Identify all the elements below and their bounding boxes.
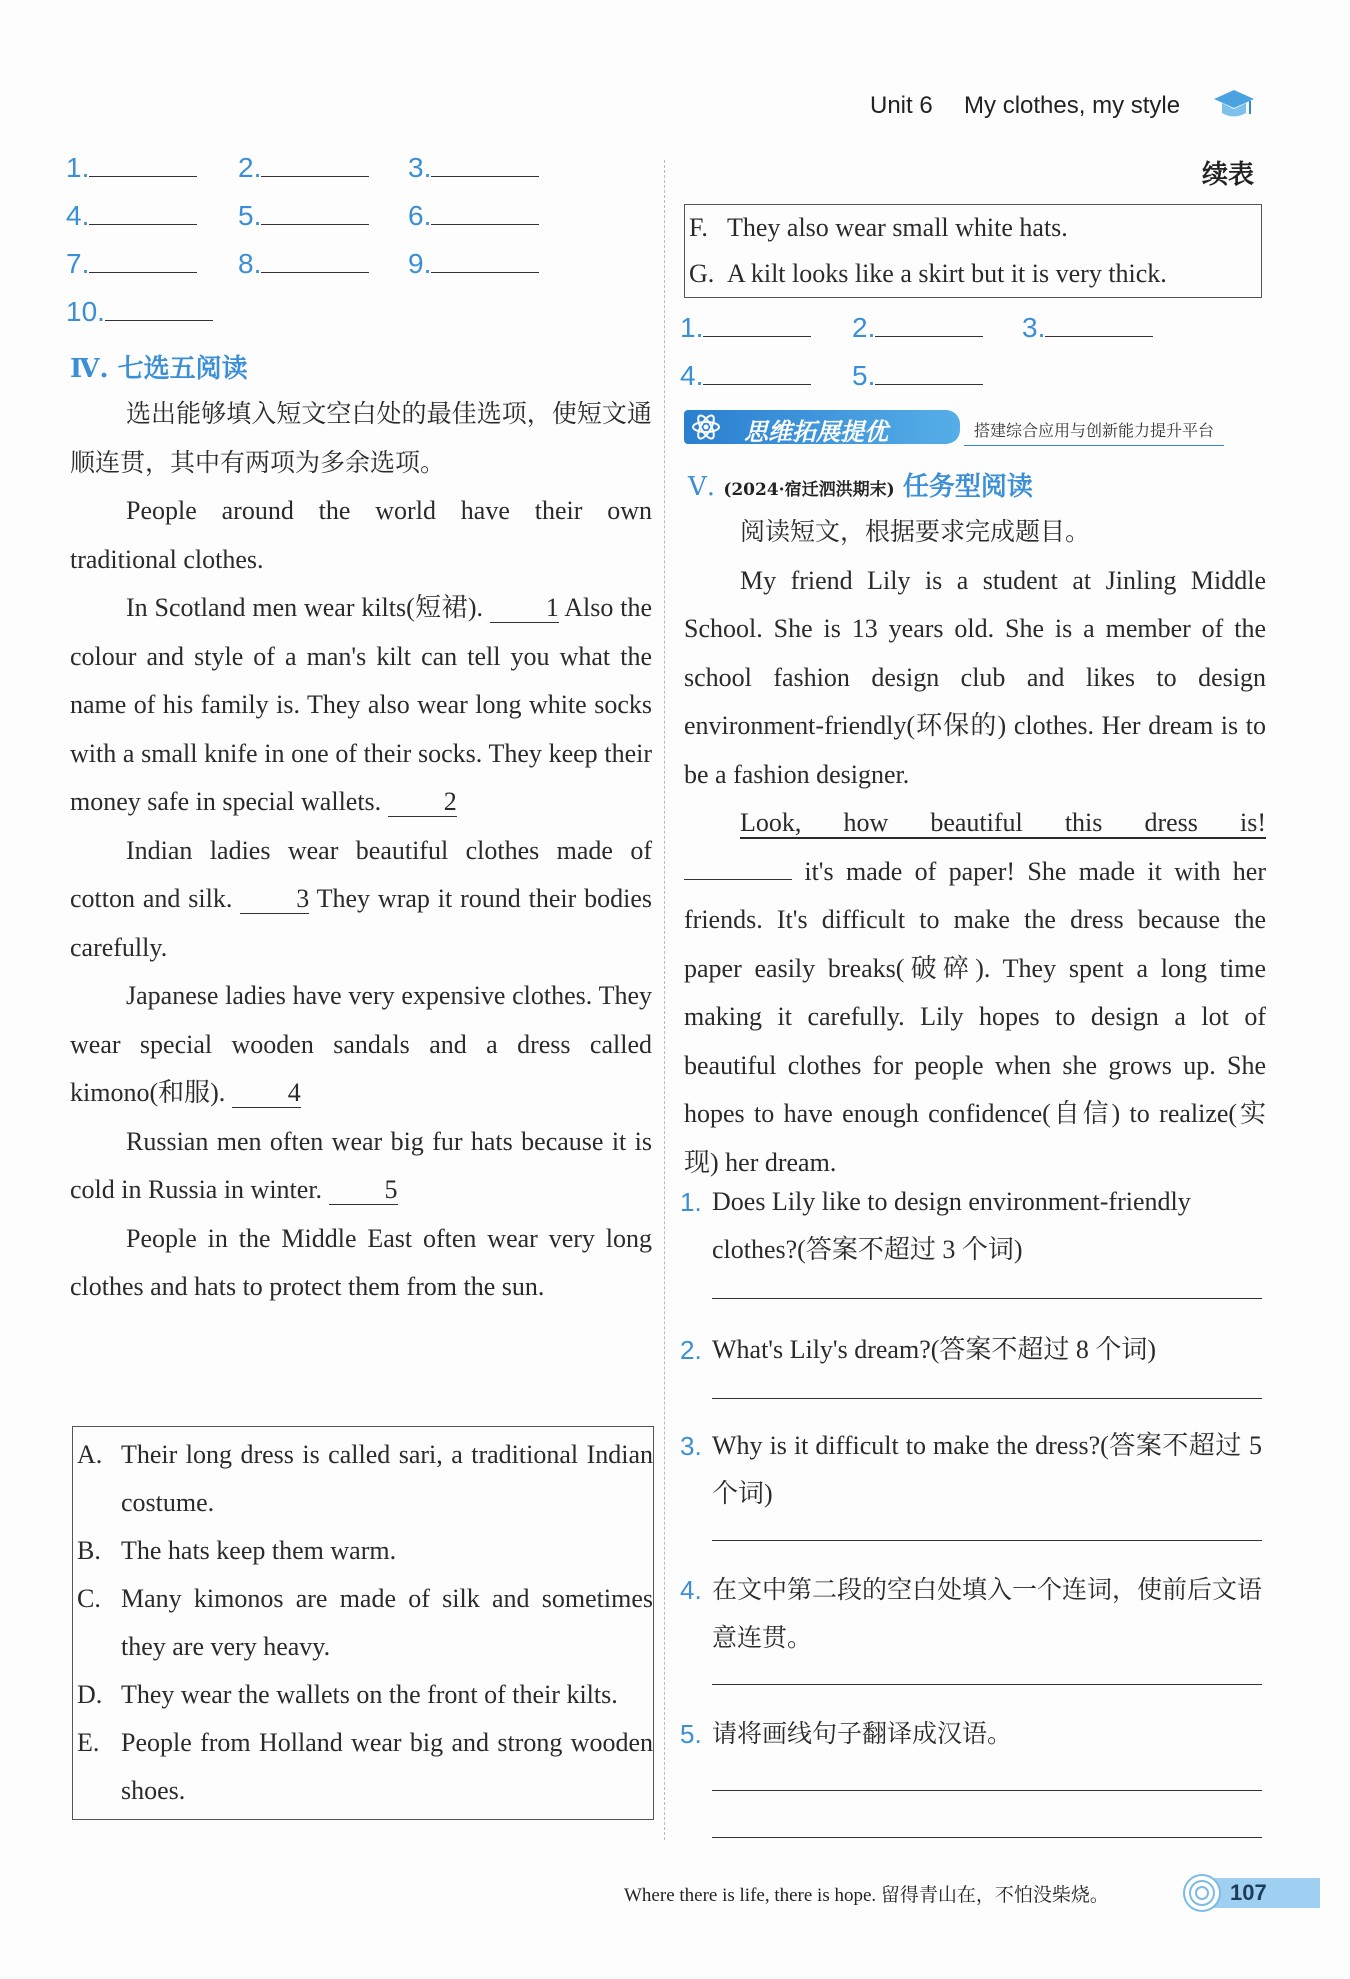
answer-blank[interactable] — [105, 320, 213, 321]
paragraph — [684, 799, 1266, 1187]
answer-label: 4. — [680, 360, 704, 391]
paragraph: People around the world have their own traditional clothes. — [70, 496, 652, 574]
answer-blank[interactable] — [89, 176, 197, 177]
section-4-title: 七选五阅读 — [117, 353, 248, 383]
paragraph — [70, 1118, 652, 1215]
sentence: They wrap it round their bodies carefully. — [70, 884, 653, 962]
section-4-body — [70, 390, 652, 1312]
answer-label: 3. — [408, 152, 432, 183]
continued-label: 续表 — [1202, 159, 1255, 189]
option-b: B. The hats keep them warm. — [77, 1536, 397, 1565]
banner-subtitle: 搭建综合应用与创新能力提升平台 — [974, 423, 1215, 440]
options-box-left — [72, 1426, 654, 1820]
question-1: 1. Does Lily like to design environment-friendly clothes?(答案不超过 3 个词) — [680, 1178, 1262, 1326]
spiral-icon — [1180, 1872, 1224, 1914]
paragraph: My friend Lily is a student at Jinling Middle School. She is 13 years old. She is a member of the school fashion design club and likes to design environment-friendly(环保的) clothes. Her dream is to be a fashion designer. — [684, 565, 1266, 789]
answer-line[interactable] — [712, 1684, 1262, 1685]
paragraph — [70, 972, 652, 1118]
underlined-sentence: Look, how beautiful this dress is! — [740, 808, 1266, 837]
section-5-body — [684, 508, 1266, 1187]
answer-label: 7. — [66, 248, 90, 279]
question-3: 3. Why is it difficult to make the dress?(答案不超过 5 个词) — [680, 1422, 1262, 1566]
banner-title: 思维拓展提优 — [744, 419, 888, 446]
section-5-heading — [688, 466, 1033, 503]
unit-title: My clothes, my style — [964, 92, 1181, 119]
answer-label: 1. — [66, 152, 90, 183]
answer-blank[interactable] — [89, 224, 197, 225]
section-4-roman: Ⅳ. — [70, 354, 109, 384]
answer-line[interactable] — [712, 1837, 1262, 1838]
questions — [680, 1178, 1262, 1838]
answer-label: 2. — [238, 152, 262, 183]
instruction: 阅读短文，根据要求完成题目。 — [740, 517, 1091, 546]
running-header — [870, 92, 1180, 120]
paragraph — [70, 584, 652, 827]
page-number: 107 — [1230, 1880, 1267, 1905]
answer-label: 4. — [66, 200, 90, 231]
answer-blank[interactable] — [703, 336, 811, 337]
answer-blank[interactable] — [261, 224, 369, 225]
answer-blank[interactable] — [431, 224, 539, 225]
answer-line[interactable] — [712, 1790, 1262, 1791]
answer-label: 10. — [66, 296, 105, 327]
question-4: 4. 在文中第二段的空白处填入一个连词，使前后文语意连贯。 — [680, 1566, 1262, 1710]
paragraph — [70, 827, 652, 973]
section-5-roman: Ⅴ. — [688, 472, 716, 502]
sentence: In Scotland men wear kilts(短裙). — [126, 593, 483, 622]
option-c: C. Many kimonos are made of silk and sometimes they are very heavy. — [77, 1584, 653, 1661]
options-box-right — [684, 204, 1262, 298]
option-a: A. Their long dress is called sari, a traditional Indian costume. — [77, 1440, 653, 1517]
answer-blank[interactable] — [875, 336, 983, 337]
blank-4[interactable]: 4 — [232, 1079, 301, 1108]
graduation-cap-icon — [1212, 86, 1256, 122]
blank-3[interactable]: 3 — [240, 885, 309, 914]
answer-blank[interactable] — [431, 272, 539, 273]
answer-label: 5. — [238, 200, 262, 231]
answer-label: 1. — [680, 312, 704, 343]
footer-motto: Where there is life, there is hope. 留得青山在，不怕没柴烧。 — [624, 1885, 1109, 1906]
option-d: D. They wear the wallets on the front of their kilts. — [77, 1680, 618, 1709]
answer-label: 9. — [408, 248, 432, 279]
answer-blank[interactable] — [261, 176, 369, 177]
answer-label: 8. — [238, 248, 262, 279]
answer-label: 2. — [852, 312, 876, 343]
section-banner — [684, 410, 1224, 446]
blank-2[interactable]: 2 — [388, 788, 457, 817]
sentence: Also the colour and style of a man's kilt can tell you what the name of his family is. They also wear long white socks with a small knife in one of their socks. They keep their money safe in special wallets. — [70, 593, 652, 816]
option-g: G. A kilt looks like a skirt but it is very thick. — [689, 259, 1167, 288]
answer-label: 6. — [408, 200, 432, 231]
instruction: 选出能够填入短文空白处的最佳选项，使短文通顺连贯，其中有两项为多余选项。 — [70, 399, 652, 477]
answer-label: 3. — [1022, 312, 1046, 343]
sentence: it's made of paper! She made it with her friends. It's difficult to make the dress because the paper easily breaks(破碎). They spent a long time making it carefully. Lily hopes to design a lot of beautiful clothes for people when she grows up. She hopes to have enough confidence(自信) to realize(实现) her dream. — [684, 856, 1267, 1177]
sentence: Russian men often wear big fur hats because it is cold in Russia in winter. — [70, 1126, 652, 1204]
answer-line[interactable] — [712, 1398, 1262, 1399]
conjunction-blank[interactable] — [684, 879, 792, 880]
section-5-title: 任务型阅读 — [902, 471, 1033, 501]
atom-icon — [690, 412, 722, 442]
section-5-source: (2024·宿迁泗洪期末) — [723, 480, 895, 500]
answer-line[interactable] — [712, 1298, 1262, 1299]
answer-label: 5. — [852, 360, 876, 391]
answer-blank[interactable] — [875, 384, 983, 385]
option-f: F. They also wear small white hats. — [689, 213, 1068, 242]
answer-line[interactable] — [712, 1540, 1262, 1541]
sentence: Indian ladies wear beautiful clothes made of cotton and silk. — [70, 835, 652, 913]
answer-blank[interactable] — [1045, 336, 1153, 337]
blank-1[interactable]: 1 — [490, 594, 559, 623]
paragraph: People in the Middle East often wear very long clothes and hats to protect them from the sun. — [70, 1223, 652, 1301]
unit-label: Unit 6 — [870, 92, 933, 119]
option-e: E. People from Holland wear big and strong wooden shoes. — [77, 1728, 653, 1805]
sentence: Japanese ladies have very expensive clothes. They wear special wooden sandals and a dress called kimono(和服). — [70, 981, 652, 1107]
question-2: 2. What's Lily's dream?(答案不超过 8 个词) — [680, 1326, 1262, 1422]
answer-blank[interactable] — [431, 176, 539, 177]
page-number-badge — [1180, 1872, 1316, 1912]
question-5: 5. 请将画线句子翻译成汉语。 — [680, 1710, 1262, 1838]
section-4-heading — [70, 348, 248, 385]
answer-blank[interactable] — [89, 272, 197, 273]
answer-blank[interactable] — [261, 272, 369, 273]
answer-blank[interactable] — [703, 384, 811, 385]
blank-5[interactable]: 5 — [329, 1176, 398, 1205]
column-divider — [664, 160, 665, 1840]
